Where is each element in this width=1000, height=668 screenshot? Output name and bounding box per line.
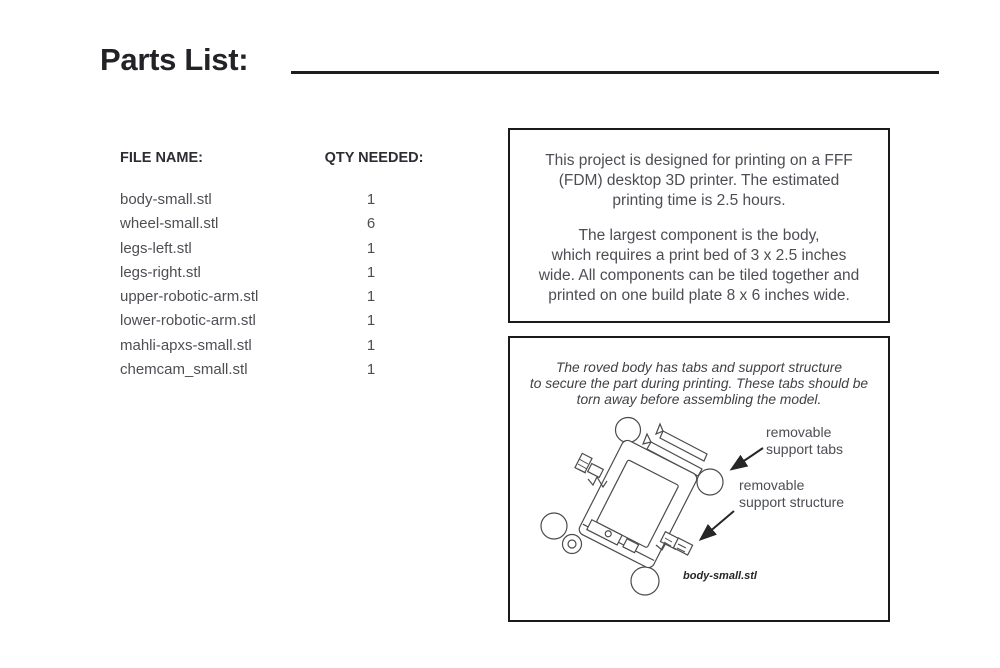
figure-caption-filename: body-small.stl — [683, 570, 757, 582]
removable-support-structure-label — [739, 477, 879, 510]
table-row — [120, 264, 440, 288]
qty-cell: 1 — [366, 312, 376, 330]
file-name-cell: legs-left.stl — [120, 239, 192, 257]
file-name-cell: lower-robotic-arm.stl — [120, 312, 256, 330]
arrow-to-support-structure — [701, 511, 734, 539]
paragraph-gap — [526, 211, 872, 226]
diagram-note-line: to secure the part during printing. These tabs should be — [529, 376, 869, 392]
file-name-cell: body-small.stl — [120, 191, 212, 208]
removable-support-tabs-label — [766, 424, 866, 457]
arrow-to-support-tab — [732, 448, 763, 469]
parts-table — [120, 191, 440, 385]
qty-cell: 1 — [366, 288, 376, 306]
table-row — [120, 288, 440, 312]
info-paragraph-line: This project is designed for printing on a FFF — [545, 152, 853, 169]
label-line: removable — [739, 477, 805, 493]
file-name-cell: mahli-apxs-small.stl — [120, 336, 252, 354]
table-row — [120, 191, 440, 215]
qty-cell: 1 — [366, 191, 376, 208]
support-tab-circle — [631, 567, 659, 595]
info-paragraph-line: The largest component is the body, — [578, 227, 820, 244]
support-hook — [563, 535, 582, 554]
diagram-note-line: The roved body has tabs and support structure — [555, 360, 843, 375]
diagram-note-line: torn away before assembling the model. — [576, 392, 822, 408]
support-tab-circle — [541, 513, 567, 539]
label-line: removable — [766, 424, 832, 440]
qty-needed-column-header: QTY NEEDED: — [324, 150, 424, 166]
table-row — [120, 312, 440, 336]
info-paragraph-line: printing time is 2.5 hours. — [612, 192, 786, 209]
title-underline-rule — [291, 71, 939, 74]
label-line: support structure — [739, 493, 845, 510]
table-row — [120, 240, 440, 264]
printing-info-box — [508, 128, 890, 323]
file-name-cell: legs-right.stl — [120, 263, 201, 281]
table-row — [120, 337, 440, 361]
support-rail-flag — [643, 434, 651, 444]
label-line: support tabs — [766, 440, 844, 457]
file-name-cell: wheel-small.stl — [120, 215, 219, 233]
table-row — [120, 215, 440, 239]
support-tab-circle — [616, 418, 641, 443]
info-paragraph-line: printed on one build plate 8 x 6 inches wide. — [548, 287, 850, 304]
support-tab-circle — [697, 469, 723, 495]
qty-cell: 1 — [366, 336, 376, 354]
qty-cell: 6 — [366, 215, 376, 233]
qty-cell: 1 — [366, 239, 376, 257]
info-paragraph-line: which requires a print bed of 3 x 2.5 inches — [551, 247, 847, 264]
file-name-cell: chemcam_small.stl — [120, 361, 248, 379]
info-paragraph-line: (FDM) desktop 3D printer. The estimated — [558, 172, 840, 189]
page-title: Parts List: — [100, 42, 249, 77]
info-paragraph-line: wide. All components can be tiled together and — [538, 267, 860, 284]
file-name-column-header: FILE NAME: — [120, 150, 203, 166]
table-row — [120, 361, 440, 385]
file-name-cell: upper-robotic-arm.stl — [120, 288, 259, 306]
qty-cell: 1 — [366, 361, 376, 379]
qty-cell: 1 — [366, 263, 376, 281]
